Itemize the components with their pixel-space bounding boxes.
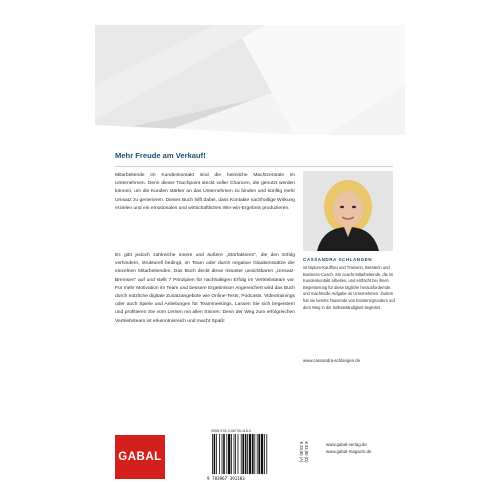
price-block: [298, 433, 310, 471]
price-austria: € 33,90 (A): [299, 441, 304, 463]
barcode-bar: [242, 434, 244, 474]
barcode-bar: [228, 434, 230, 474]
barcode-bar: [216, 434, 217, 474]
barcode-bar: [214, 434, 216, 474]
isbn-label: ISBN 978-3-96739-118-3: [211, 429, 251, 433]
barcode: [211, 434, 293, 474]
body-paragraph-2: Es gibt jedoch zahlreiche innere und äußere „Störfaktoren“, die den Erfolg verhindern, strukturell bedingt, im Team oder durch negative Glaubenssätze der einzelnen Mitarbeitenden. Das Buch deckt diese mitunter unsichtbaren „Umsatz-Bremsen“ auf und stellt 7 Prinzipien für nachhaltigen Erfolg im Vertriebsteam vor. Für mehr Motivation im Team und bessere Ergebnisse! Angereichert wird das Buch durch nützliche digitale Zusatzangebote wie Online-Tests, Podcasts, Videotrainings oder auch Spiele und Anleitungen für Teammeetings. Lassen Sie sich begeistern und profitieren Sie vom Lernen mit allen Sinnen: Denn der Weg zum erfolgreichen Vertriebsteam ist erkenntnisreich und macht Spaß!: [115, 253, 295, 324]
headline: Mehr Freude am Verkauf!: [115, 151, 206, 160]
barcode-bar: [247, 434, 248, 474]
price-germany: € 32,90 (D): [304, 441, 309, 463]
abstract-paper-art: [95, 25, 405, 135]
publisher-links: [326, 441, 371, 455]
publisher-logo-text: GABAL: [118, 451, 162, 463]
barcode-bar: [238, 434, 239, 474]
barcode-bar: [257, 434, 258, 474]
author-bio: ist Diplom-Kauffrau und Trainerin, Beraterin und Business-Coach. Sie coacht Mitarbeitende, die im Kundenkontakt arbeiten, und entfacht bei ihnen Begeisterung für diese tägliche herausfordernde und machtvolle Aufgabe im Unternehmen. Zudem hat sie bereits Tausende von Existenzgründern auf dem Weg in die Selbstständigkeit begleitet.: [303, 265, 395, 310]
barcode-bar: [258, 434, 260, 474]
barcode-digits: 9 783967 391183: [207, 476, 245, 481]
barcode-bar: [266, 434, 267, 474]
author-website-link[interactable]: www.cassandra-schlangen.de: [303, 358, 361, 363]
barcode-bar: [226, 434, 227, 474]
book-back-cover: [95, 25, 405, 495]
barcode-bar: [245, 434, 247, 474]
divider: [115, 166, 393, 167]
barcode-bar: [222, 434, 223, 474]
body-paragraph-1: Mitarbeitende im Kundenkontakt sind die heimliche Machtzentrale im Unternehmen. Denn dieser Touchpoint steckt voller Chancen, die genutzt werden können, um die Kunden stärker an das Unternehmen zu binden und künftig mehr Umsatz zu generieren. Dieses Buch hilft dabei, dass Kontakte nachhaltige Wirkung erzielen und ein emotionales und wirtschaftliches Win-win-Ergebnis produzieren.: [115, 173, 295, 211]
barcode-bar: [254, 434, 255, 474]
barcode-bar: [261, 434, 263, 474]
author-photo: [303, 171, 393, 251]
barcode-bar: [252, 434, 254, 474]
publisher-logo: [115, 435, 165, 479]
author-name: CASSANDRA SCHLANGEN: [303, 257, 373, 262]
publisher-link-verlag[interactable]: www.gabal-verlag.de: [326, 442, 367, 447]
barcode-bar: [223, 434, 225, 474]
publisher-link-magazin[interactable]: www.gabal-magazin.de: [326, 449, 372, 454]
barcode-bar: [234, 434, 235, 474]
barcode-bar: [219, 434, 220, 474]
barcode-bar: [212, 434, 213, 474]
price-text: [299, 442, 309, 463]
barcode-bar: [249, 434, 251, 474]
barcode-bar: [231, 434, 232, 474]
barcode-bar: [235, 434, 236, 474]
barcode-bar: [264, 434, 265, 474]
barcode-bar: [241, 434, 242, 474]
